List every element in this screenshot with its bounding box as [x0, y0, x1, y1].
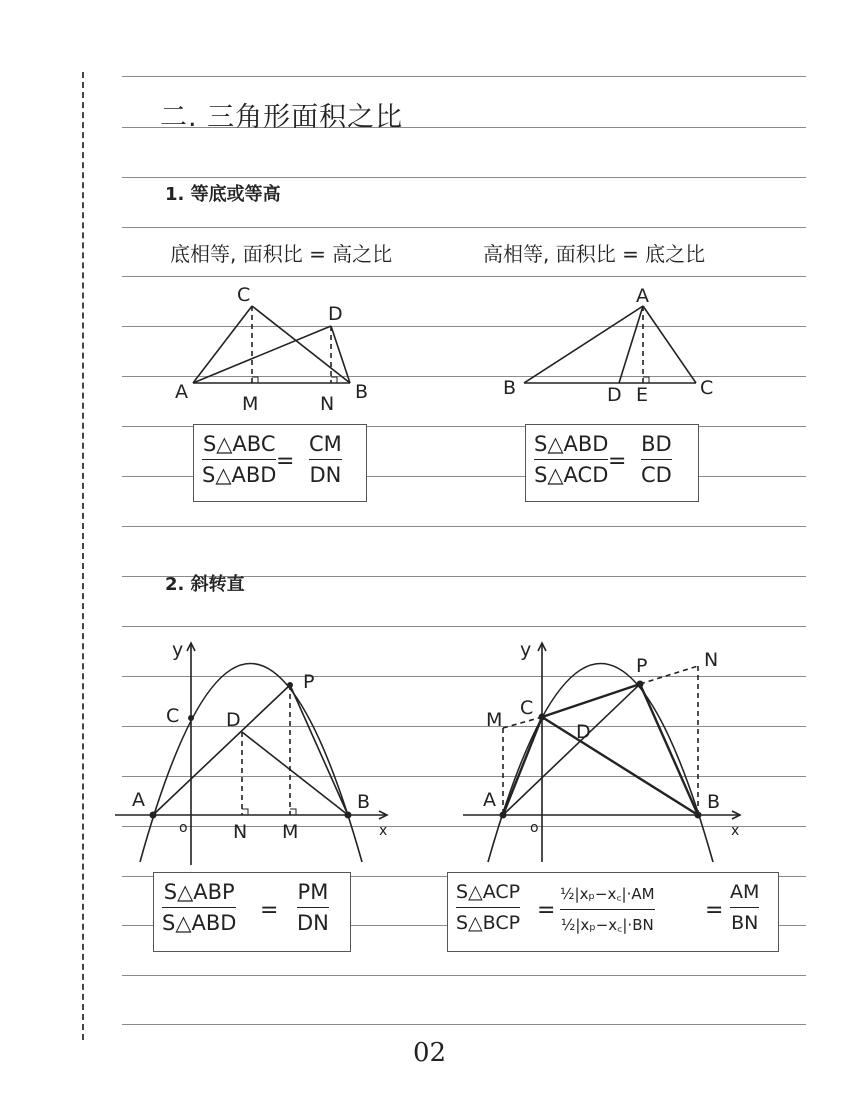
denominator: DN [297, 911, 329, 935]
label-D: D [607, 384, 622, 406]
numerator: S△ABC [202, 432, 276, 456]
label-B: B [707, 791, 721, 813]
rule-equal-base: 底相等, 面积比 = 高之比 [170, 242, 393, 266]
numerator: S△ABP [163, 880, 235, 904]
numerator: CM [309, 432, 342, 456]
point-A [500, 812, 507, 819]
parabola [488, 664, 713, 863]
label-x: x [379, 823, 388, 839]
label-N: N [704, 649, 719, 671]
label-P: P [636, 655, 648, 677]
label-C: C [166, 705, 180, 727]
rule-equal-height: 高相等, 面积比 = 底之比 [483, 242, 706, 266]
label-N: N [233, 821, 248, 843]
label-B: B [355, 381, 369, 403]
numerator: S△ACP [456, 881, 521, 903]
ratio-expanded [560, 881, 655, 938]
denominator: S△BCP [456, 912, 521, 934]
denominator: DN [309, 463, 342, 487]
label-C: C [520, 697, 534, 719]
denominator: BN [731, 912, 759, 934]
part1-heading: 1. 等底或等高 [165, 184, 281, 205]
label-A: A [483, 789, 496, 811]
label-C: C [237, 284, 251, 306]
label-D: D [328, 303, 343, 325]
equals-sign: = [537, 898, 556, 923]
segment-PB [640, 684, 698, 815]
segment-CB [542, 717, 698, 815]
segment-CP [542, 684, 640, 717]
denominator: ½|xₚ−x꜀|·BN [560, 916, 654, 934]
fraction-bar [456, 907, 520, 908]
fraction-bar [297, 907, 329, 908]
part2-heading: 2. 斜转直 [165, 574, 245, 595]
label-y: y [172, 639, 184, 661]
label-A: A [636, 285, 649, 307]
label-origin: o [530, 820, 539, 836]
label-origin: o [179, 820, 188, 836]
fraction-bar [730, 907, 759, 908]
ratio-areas [456, 879, 520, 936]
label-C: C [700, 377, 714, 399]
denominator: CD [641, 463, 672, 487]
fraction-bar [162, 907, 236, 908]
section-title: 二. 三角形面积之比 [160, 102, 404, 133]
label-B: B [503, 377, 517, 399]
label-M: M [282, 821, 299, 843]
equals-sign: = [276, 449, 295, 474]
label-A: A [175, 381, 188, 403]
ratio-heights [297, 879, 329, 936]
numerator: BD [641, 432, 672, 456]
label-E: E [636, 384, 649, 406]
label-N: N [320, 393, 335, 415]
segment-PN [640, 666, 698, 684]
point-P [637, 681, 644, 688]
formula-box-abp-abd [153, 872, 351, 952]
ratio-areas [162, 879, 236, 936]
numerator: AM [730, 881, 760, 903]
label-y: y [520, 639, 532, 661]
denominator: S△ACD [534, 463, 609, 487]
numerator: PM [297, 880, 329, 904]
formula-box-acp-bcp [447, 872, 779, 952]
label-M: M [486, 709, 503, 731]
fraction-bar [560, 909, 655, 910]
page-number: 02 [412, 1038, 447, 1068]
point-C [539, 714, 546, 721]
label-D: D [226, 709, 241, 731]
denominator: S△ABD [162, 911, 237, 935]
numerator: S△ABD [534, 432, 609, 456]
label-B: B [357, 791, 371, 813]
ratio-perpendiculars [730, 879, 759, 936]
point-B [695, 812, 702, 819]
segment-AC [503, 717, 542, 815]
numerator: ½|xₚ−x꜀|·AM [560, 885, 655, 903]
label-x: x [731, 823, 740, 839]
equals-sign: = [705, 898, 724, 923]
label-A: A [132, 789, 145, 811]
label-P: P [303, 671, 315, 693]
denominator: S△ABD [202, 463, 277, 487]
label-M: M [242, 393, 259, 415]
equals-sign: = [608, 449, 627, 474]
equals-sign: = [260, 898, 279, 923]
label-D: D [576, 721, 591, 743]
